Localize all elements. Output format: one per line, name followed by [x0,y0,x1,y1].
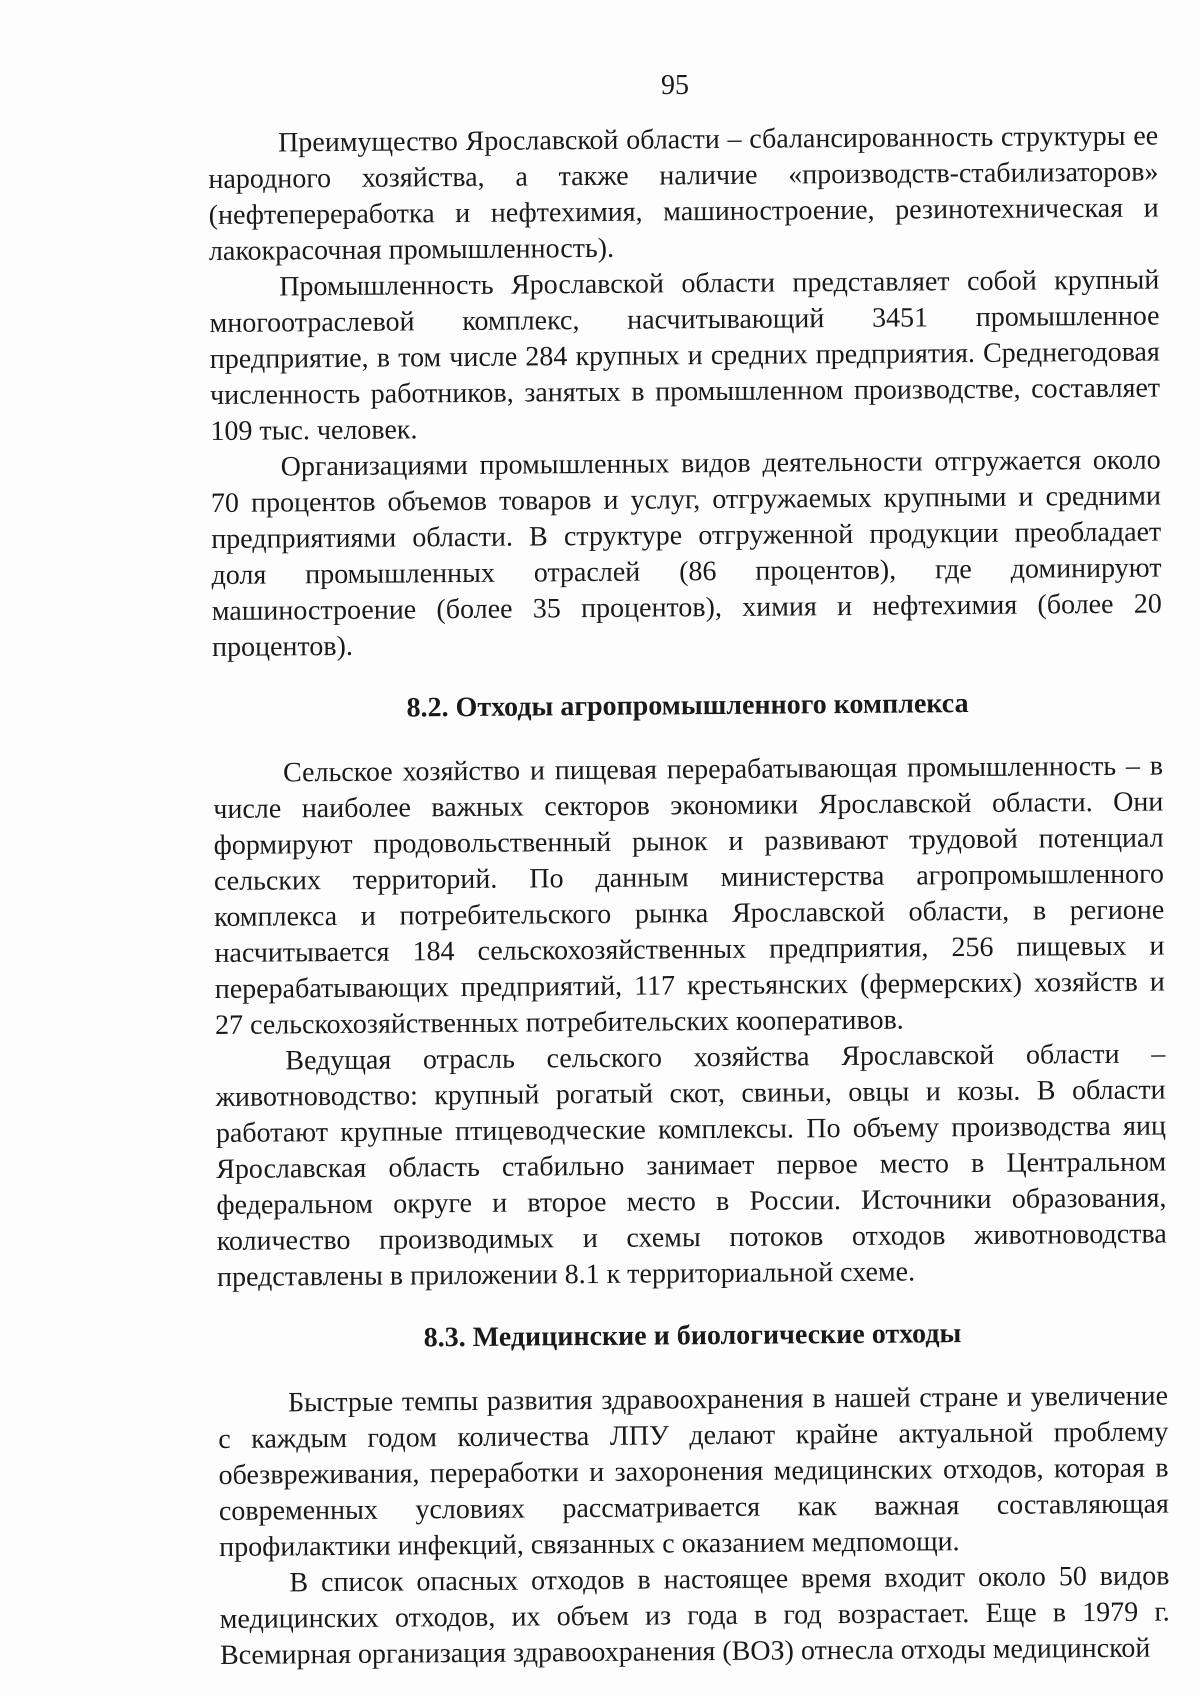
intro-section [208,119,1162,666]
paragraph-advantage: Преимущество Ярославской области – сбалансированность структуры ее народного хозяйства, а также наличие «производств-стабилизаторов» (нефтепереработка и нефтехимия, машиностроение, резинотехническая и лакокрасочная промышленность). [208,120,1159,267]
paragraph-healthcare: Быстрые темпы развития здравоохранения в нашей стране и увеличение с каждым годом количества ЛПУ делают крайне актуальной проблему обезвреживания, переработки и захоронения медицинских отходов, которая в современных условиях рассматривается как важная составляющая профилактики инфекций, связанных с оказанием медпомощи. [218,1380,1169,1563]
section-heading-8-2: 8.2. Отходы агропромышленного комплекса [406,688,969,724]
paragraph-livestock: Ведущая отрасль сельского хозяйства Ярославской области – животноводство: крупный рогатый скот, свиньи, овцы и козы. В области работают крупные птицеводческие комплексы. По объему производства яиц Ярославская область стабильно занимает первое место в Центральном федеральном округе и второе место в России. Источники образования, количество производимых и схемы потоков отходов животноводства представлены в приложении 8.1 к территориальной схеме. [215,1038,1167,1293]
section-8-2 [212,685,1167,1296]
paragraph-shipments: Организациями промышленных видов деятельности отгружается около 70 процентов объемов товаров и услуг, отгружаемых крупными и средними предприятиями области. В структуре отгруженной продукции преобладает доля промышленных отраслей (86 процентов), где доминируют машиностроение (более 35 процентов), химия и нефтехимия (более 20 процентов). [210,444,1162,663]
paragraph-hazardous-waste: В список опасных отходов в настоящее время входит около 50 видов медицинских отходов, их объем из года в год возрастает. Еще в 1979 г. Всемирная организация здравоохранения (ВОЗ) отнесла отходы медицинской [219,1560,1170,1671]
section-heading-8-3: 8.3. Медицинские и биологические отходы [423,1318,962,1354]
paragraph-industry: Промышленность Ярославской области представляет собой крупный многоотраслевой комплекс, насчитывающий 3451 промышленное предприятие, в том числе 284 крупных и средних предприятия. Среднегодовая численность работников, занятых в промышленном производстве, составляет 109 тыс. человек. [209,264,1161,447]
paragraph-agriculture: Сельское хозяйство и пищевая перерабатывающая промышленность – в числе наиболее важных секторов экономики Ярославской области. Они формируют продовольственный рынок и развивают трудовой потенциал сельских территорий. По данным министерства агропромышленного комплекса и потребительского рынка Ярославской области, в регионе насчитывается 184 сельскохозяйственных предприятия, 256 пищевых и перерабатывающих предприятий, 117 крестьянских (фермерских) хозяйств и 27 сельскохозяйственных потребительских кооперативов. [213,750,1165,1041]
section-8-3 [217,1315,1170,1674]
page-content [208,119,1170,1674]
page-number: 95 [661,70,689,101]
